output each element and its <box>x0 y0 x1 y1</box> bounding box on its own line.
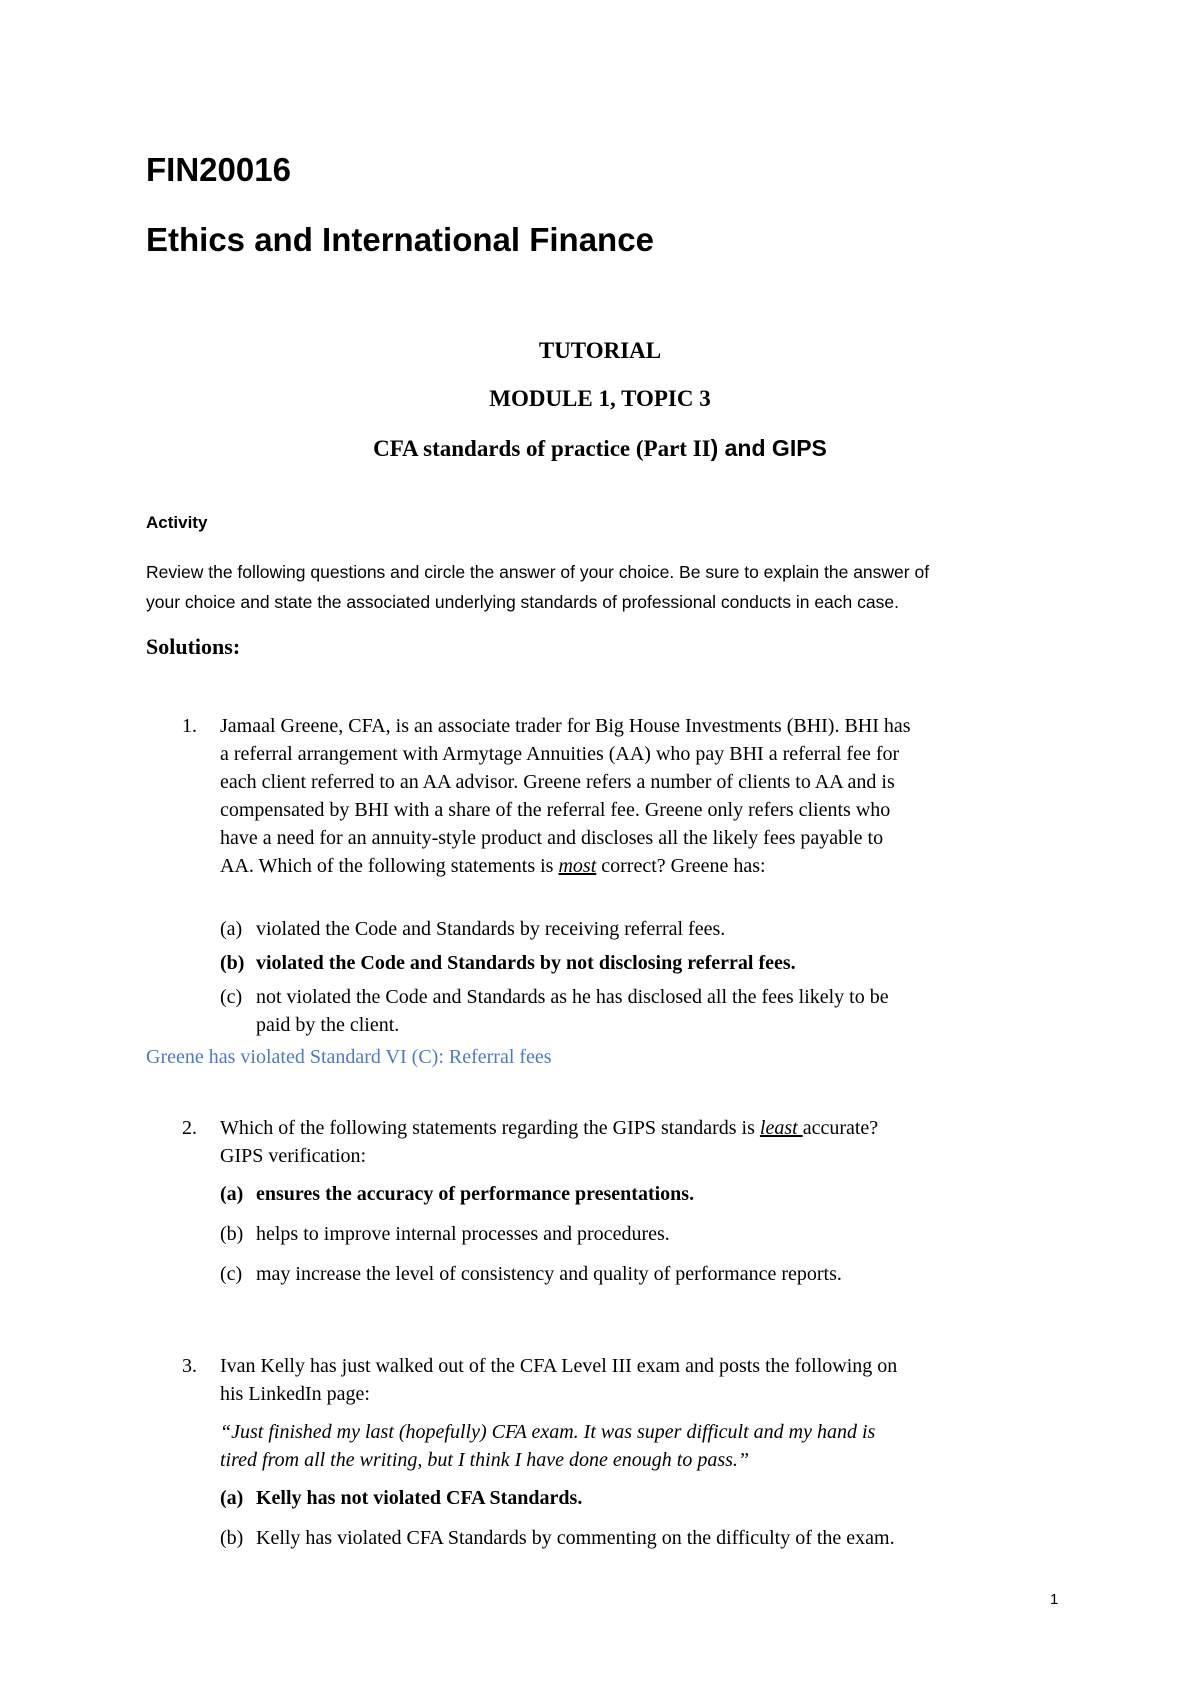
course-code: FIN20016 <box>146 151 291 188</box>
option-a <box>220 915 1080 943</box>
activity-instructions <box>146 557 1066 617</box>
option-b <box>220 1524 1080 1552</box>
option-a-correct <box>220 1180 1080 1208</box>
option-text-continued: paid by the client. <box>256 1014 400 1036</box>
option-c <box>220 1260 1080 1288</box>
topic-heading-main: CFA standards of practice (Part II <box>373 436 711 461</box>
question-line <box>220 852 1080 880</box>
question-line: Jamaal Greene, CFA, is an associate trader for Big House Investments (BHI). BHI has <box>220 715 911 737</box>
question-2-text <box>220 1114 1080 1170</box>
solutions-heading: Solutions: <box>146 634 241 659</box>
question-3-text <box>220 1352 1080 1408</box>
topic-heading <box>0 432 1200 465</box>
question-line: compensated by BHI with a share of the referral fee. Greene only refers clients who <box>220 799 891 821</box>
question-line-text: correct? Greene has: <box>596 855 766 877</box>
option-text: not violated the Code and Standards as he has disclosed all the fees likely to be <box>256 986 889 1008</box>
linkedin-quote <box>220 1418 1080 1474</box>
question-line-text: AA. Which of the following statements is <box>220 855 559 877</box>
question-line: GIPS verification: <box>220 1145 367 1167</box>
option-label: (b) <box>220 1527 244 1549</box>
option-text: violated the Code and Standards by not disclosing referral fees. <box>256 952 796 974</box>
option-label: (a) <box>220 1487 244 1509</box>
question-line: his LinkedIn page: <box>220 1383 370 1405</box>
tutorial-heading: TUTORIAL <box>538 338 662 363</box>
question-number: 3. <box>182 1355 197 1377</box>
option-b-correct <box>220 949 1080 977</box>
question-line <box>220 1114 1080 1142</box>
question-line-text: accurate? <box>802 1117 879 1139</box>
page-number: 1 <box>1050 1591 1059 1608</box>
option-text: Kelly has violated CFA Standards by commenting on the difficulty of the exam. <box>256 1527 895 1549</box>
topic-heading-tail: ) and GIPS <box>710 435 827 461</box>
question-line: each client referred to an AA advisor. Greene refers a number of clients to AA and is <box>220 771 895 793</box>
option-text: Kelly has not violated CFA Standards. <box>256 1487 583 1509</box>
emphasis-word: least <box>759 1117 803 1139</box>
option-text: violated the Code and Standards by receiving referral fees. <box>256 918 726 940</box>
option-a-correct <box>220 1484 1080 1512</box>
emphasis-word: most <box>558 855 597 877</box>
question-line: Ivan Kelly has just walked out of the CFA Level III exam and posts the following on <box>220 1355 898 1377</box>
question-line: a referral arrangement with Armytage Annuities (AA) who pay BHI a referral fee for <box>220 743 900 765</box>
option-label: (b) <box>220 952 245 974</box>
course-title: Ethics and International Finance <box>146 221 654 258</box>
option-label: (a) <box>220 918 243 940</box>
option-label: (c) <box>220 1263 243 1285</box>
option-label: (b) <box>220 1223 244 1245</box>
option-c <box>220 983 1080 1039</box>
activity-heading: Activity <box>146 513 208 532</box>
question-line-text: Which of the following statements regarding the GIPS standards is <box>220 1117 760 1139</box>
option-label: (a) <box>220 1183 244 1205</box>
quote-line: tired from all the writing, but I think I have done enough to pass.” <box>220 1449 750 1471</box>
option-text: ensures the accuracy of performance presentations. <box>256 1183 695 1205</box>
instructions-line: Review the following questions and circle the answer of your choice. Be sure to explain the answer of <box>146 562 930 582</box>
quote-line: “Just finished my last (hopefully) CFA exam. It was super difficult and my hand is <box>220 1421 876 1443</box>
answer-note: Greene has violated Standard VI (C): Referral fees <box>146 1046 552 1068</box>
question-number: 1. <box>182 715 197 737</box>
question-number: 2. <box>182 1117 197 1139</box>
question-line: have a need for an annuity-style product and discloses all the likely fees payable to <box>220 827 884 849</box>
option-text: helps to improve internal processes and procedures. <box>256 1223 670 1245</box>
option-label: (c) <box>220 986 243 1008</box>
module-heading: MODULE 1, TOPIC 3 <box>489 386 711 411</box>
instructions-line: your choice and state the associated underlying standards of professional conducts in each case. <box>146 592 899 612</box>
question-1-text <box>220 712 1080 880</box>
option-text: may increase the level of consistency and quality of performance reports. <box>256 1263 842 1285</box>
option-b <box>220 1220 1080 1248</box>
